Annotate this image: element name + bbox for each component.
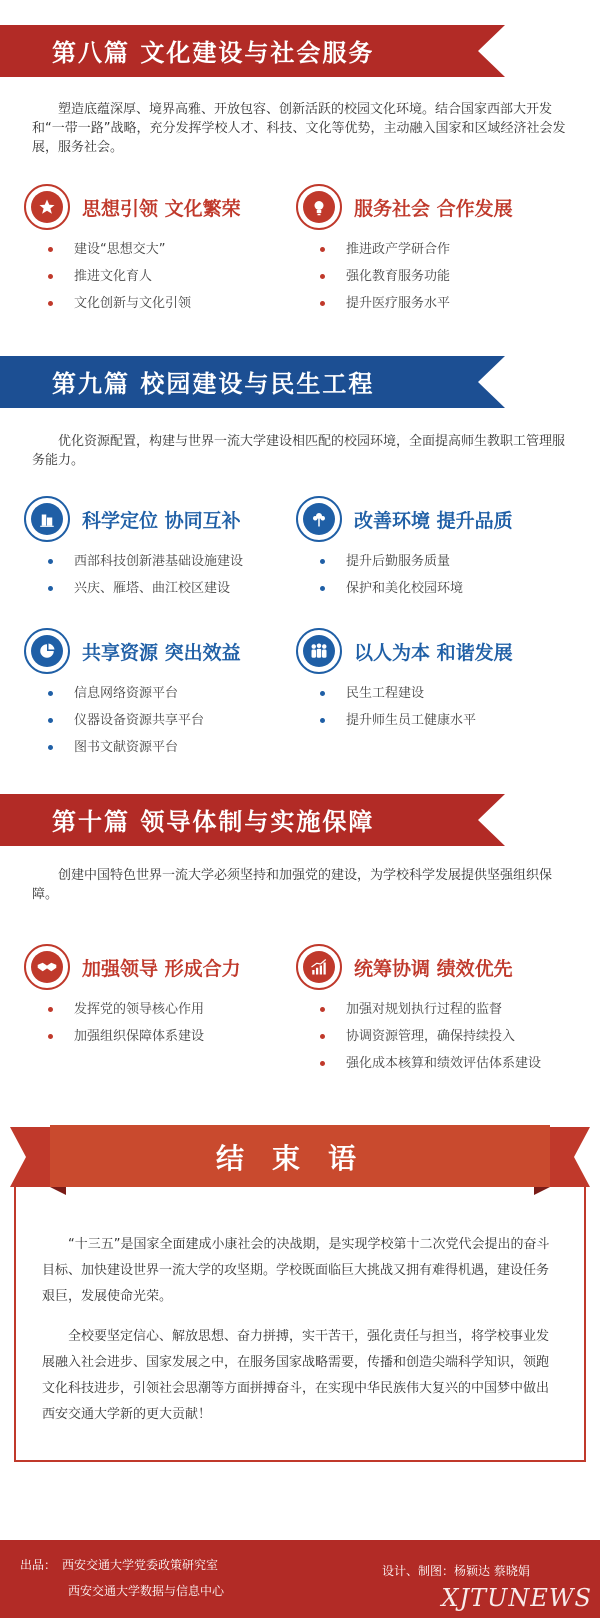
conclusion-paragraph: “十三五”是国家全面建成小康社会的决战期，是实现学校第十二次党代会提出的奋斗目标、加快建设世界一流大学的攻坚期。学校既面临巨大挑战又拥有难得机遇，建设任务艰巨，发展使命光荣。: [42, 1237, 550, 1304]
list-item: 提升后勤服务质量: [320, 552, 576, 579]
list-item: 发挥党的领导核心作用: [48, 1000, 304, 1027]
block-heading: 加强领导 形成合力: [82, 958, 241, 980]
list-item: 提升师生员工健康水平: [320, 711, 576, 738]
block-people: [296, 628, 576, 738]
block-positioning: [24, 496, 304, 606]
list-item: 强化成本核算和绩效评估体系建设: [320, 1054, 576, 1081]
publisher-label: 出品：: [20, 1558, 57, 1572]
brand-watermark: XJTUNEWS: [441, 1584, 592, 1612]
block-heading: 科学定位 协同互补: [82, 510, 241, 532]
handshake-icon: [24, 944, 70, 990]
star-icon: [24, 184, 70, 230]
pie-chart-icon: [24, 628, 70, 674]
list-item: 协调资源管理，确保持续投入: [320, 1027, 576, 1054]
section-8-intro: 塑造底蕴深厚、境界高雅、开放包容、创新活跃的校园文化环境。结合国家西部大开发和“一带一路”战略，充分发挥学校人才、科技、文化等优势，主动融入国家和区域经济社会发展，服务社会。: [32, 102, 566, 155]
block-environment: [296, 496, 576, 606]
section-9-banner: [0, 356, 505, 408]
block-service: [296, 184, 576, 321]
list-item: 加强组织保障体系建设: [48, 1027, 304, 1054]
publisher-1: 西安交通大学党委政策研究室: [62, 1558, 219, 1572]
section-8-banner: [0, 25, 505, 77]
block-heading: 统筹协调 绩效优先: [354, 958, 513, 980]
section-8-title: 第八篇 文化建设与社会服务: [52, 39, 375, 67]
block-heading: 思想引领 文化繁荣: [82, 198, 241, 220]
list-item: 推进政产学研合作: [320, 240, 576, 267]
list-item: 建设“思想交大”: [48, 240, 304, 267]
section-10-title: 第十篇 领导体制与实施保障: [52, 808, 375, 836]
conclusion-paragraph: 全校要坚定信心、解放思想、奋力拼搏，实干苦干，强化责任与担当，将学校事业发展融入社会进步、国家发展之中，在服务国家战略需要，传播和创造尖端科学知识，领跑文化科技进步，引领社会思潮等方面拼搏奋斗，在实现中华民族伟大复兴的中国梦中做出西安交通大学新的更大贡献！: [42, 1329, 550, 1422]
tree-icon: [296, 496, 342, 542]
block-resources: [24, 628, 304, 765]
people-icon: [296, 628, 342, 674]
block-heading: 服务社会 合作发展: [354, 198, 513, 220]
publisher-2: 西安交通大学数据与信息中心: [68, 1584, 225, 1598]
conclusion-banner: [10, 1125, 590, 1195]
block-heading: 共享资源 突出效益: [82, 642, 241, 664]
list-item: 民生工程建设: [320, 684, 576, 711]
list-item: 强化教育服务功能: [320, 267, 576, 294]
growth-chart-icon: [296, 944, 342, 990]
section-10-intro: 创建中国特色世界一流大学必须坚持和加强党的建设，为学校科学发展提供坚强组织保障。: [32, 868, 553, 902]
block-culture: [24, 184, 304, 321]
block-heading: 以人为本 和谐发展: [354, 642, 513, 664]
list-item: 文化创新与文化引领: [48, 294, 304, 321]
footer: [0, 1540, 600, 1618]
block-coordination: [296, 944, 576, 1081]
conclusion-title: 结束语: [215, 1142, 384, 1175]
block-heading: 改善环境 提升品质: [354, 510, 513, 532]
list-item: 提升医疗服务水平: [320, 294, 576, 321]
building-icon: [24, 496, 70, 542]
list-item: 加强对规划执行过程的监督: [320, 1000, 576, 1027]
list-item: 西部科技创新港基础设施建设: [48, 552, 304, 579]
section-9-title: 第九篇 校园建设与民生工程: [52, 370, 375, 398]
list-item: 兴庆、雁塔、曲江校区建设: [48, 579, 304, 606]
lightbulb-icon: [296, 184, 342, 230]
section-10-banner: [0, 794, 505, 846]
list-item: 信息网络资源平台: [48, 684, 304, 711]
conclusion-box: [14, 1186, 586, 1462]
list-item: 保护和美化校园环境: [320, 579, 576, 606]
section-9-intro: 优化资源配置，构建与世界一流大学建设相匹配的校园环境，全面提高师生教职工管理服务能力。: [32, 434, 566, 468]
list-item: 仪器设备资源共享平台: [48, 711, 304, 738]
design-credit: 设计、制图：杨颖达 蔡晓娟: [382, 1564, 530, 1578]
list-item: 图书文献资源平台: [48, 738, 304, 765]
block-leadership: [24, 944, 304, 1054]
list-item: 推进文化育人: [48, 267, 304, 294]
